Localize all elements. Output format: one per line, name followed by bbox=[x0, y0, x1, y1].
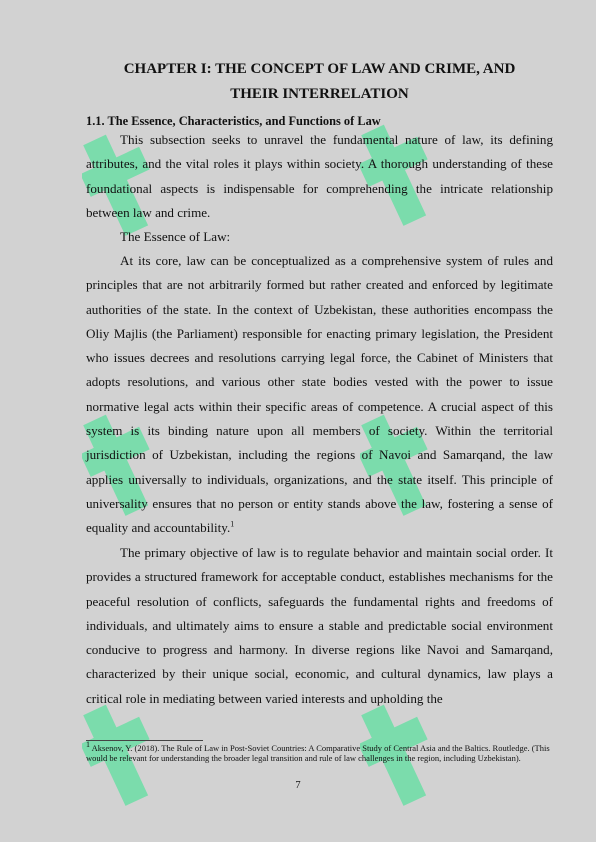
paragraph bbox=[86, 128, 553, 225]
chapter-title-line-2: THEIR INTERRELATION bbox=[230, 85, 409, 102]
paragraph-text: The primary objective of law is to regulate behavior and maintain social order. It provides a structured framework for acceptable conduct, establishes mechanisms for the peaceful resolution of conflicts, safeguards the fundamental rights and freedoms of individuals, and ultimately aims to ensure a stable and predictable social environment conducive to progress and harmony. In diverse regions like Navoi and Samarqand, characterized by their unique social, economic, and cultural dynamics, law plays a critical role in mediating between varied interests and upholding the bbox=[86, 545, 553, 706]
chapter-title bbox=[86, 57, 553, 106]
footnote-divider bbox=[86, 740, 203, 741]
paragraph-text: This subsection seeks to unravel the fundamental nature of law, its defining attributes, and the vital roles it plays within society. A thorough understanding of these foundational aspects is indispensable for comprehending the intricate relationship between law and crime. bbox=[86, 132, 553, 220]
page-number: 7 bbox=[295, 780, 301, 791]
paragraph bbox=[86, 541, 553, 711]
chapter-title-line-1: CHAPTER I: THE CONCEPT OF LAW AND CRIME, AND bbox=[123, 61, 516, 77]
footnote-reference[interactable]: 1 bbox=[230, 519, 235, 529]
paragraph-with-footnote bbox=[86, 249, 553, 541]
footnote-number: 1 bbox=[86, 740, 90, 750]
footnote bbox=[86, 740, 553, 764]
section-heading: 1.1. The Essence, Characteristics, and Functions of Law bbox=[86, 114, 381, 128]
paragraph-text: The Essence of Law: bbox=[120, 229, 231, 244]
paragraph bbox=[86, 225, 553, 249]
paragraph bbox=[86, 249, 553, 541]
paragraph-text: At its core, law can be conceptualized as a comprehensive system of rules and principles that are not arbitrarily formed but rather created and enforced by legitimate authorities of the state. In the context of Uzbekistan, these authorities encompass the Oliy Majlis (the Parliament) responsible for enacting primary legislation, the President who issues decrees and resolutions carrying legal force, the Cabinet of Ministers that adopts resolutions, and various other state bodies vested with the power to issue normative legal acts within their specific areas of competence. A crucial aspect of this system is its binding nature upon all members of society. Within the territorial jurisdiction of Uzbekistan, including the regions of Navoi and Samarqand, the law applies universally to individuals, organizations, and the state itself. This principle of universality ensures that no person or entity stands above the law, fostering a sense of equality and accountability. bbox=[86, 253, 553, 536]
footnote-text: Aksenov, Y. (2018). The Rule of Law in Post-Soviet Countries: A Comparative Study of Central Asia and the Baltics. Routledge. (This would be relevant for understanding the broader legal transition and rule of law challenges in the region, including Uzbekistan). bbox=[86, 743, 550, 764]
